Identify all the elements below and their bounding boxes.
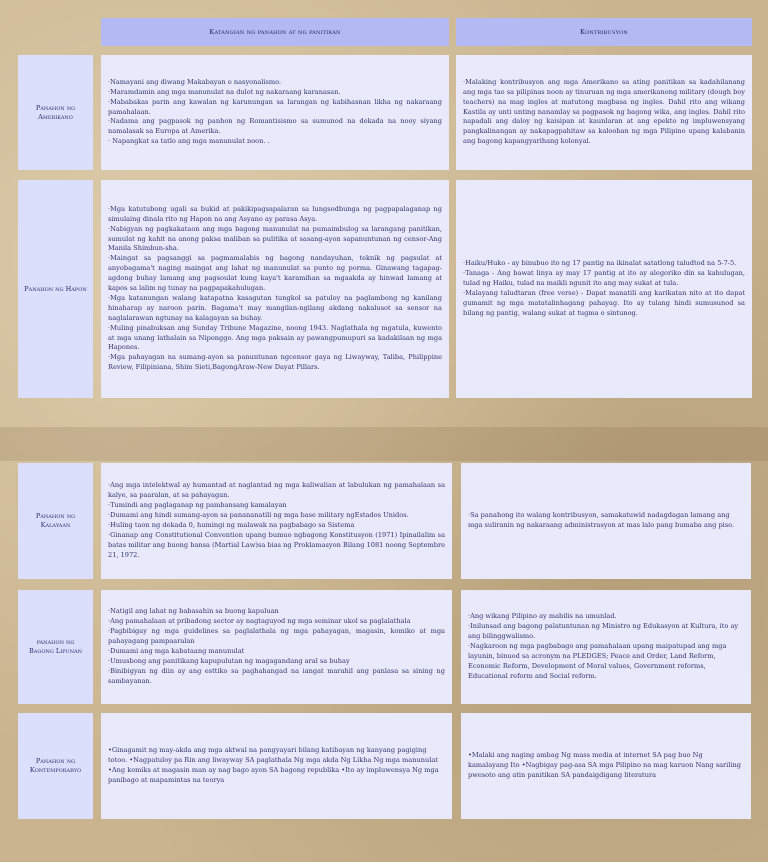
text-line: ·Ang mga intelektwal ay humantad at naglantad ng mga kaliwalian at labulukan ng pamahalaan sa kalye, sa paaralan, at sa pahayagan.: [108, 481, 445, 500]
text-line: ·Binibigyan ng diin ay ang esttiko sa paghahangad na iangat marahil ang panlasa sa sining ng sambayanan.: [108, 666, 445, 685]
kontribusyon-hapon: [456, 180, 752, 398]
text-line: ·Dumami ang mga kabataang manunulat: [108, 647, 245, 655]
text-line: ·Mga pahayagan na sumang-ayon sa panuntunan ngcensor gaya ng Liwayway, Taliba, Philippine Review, Filipiniana, Shim Sieti,BagongAraw-New Dayat Pillars.: [108, 353, 442, 372]
text-line: ·Inilunsad ang bagong palatuntunan ng Ministro ng Edukasyon at Kultura, ito ay ang bilinggwalismo.: [468, 622, 739, 641]
text-line: ·Nabigyan ng pagkakataon ang mga bagong manunulat na pumaimbulog sa larangang panitikan, sumulat ng kahit na anong paksa maliban sa pulitika at sasang-ayon sapanuntunan ng censor-Ang Manila Shimbun-sha.: [108, 224, 442, 253]
header-katangian: Katangian ng panahon at ng panitikan: [101, 18, 449, 46]
kontribusyon-amerikano: [456, 55, 752, 170]
text-line: ·Ang wikang Pilipino ay mabilis na umunlad.: [468, 612, 617, 621]
text-line: ·Natigil ang lahat ng babasahin sa buong kapuluan: [108, 607, 279, 616]
text-line: ·Malaking kontribusyon ang mga Amerikano sa ating panitikan sa kadahilanang ang mga tao sa pilipinas noon ay tinuruan ng mga amerikanong military (dough boy teachers) na mag ingles at matutong magbasa ng ingles. Dahil rito ang wikang Kastila ay unti unting nanamlay sa pagpasok ng bagong wika, ang ingles. Dahil rito napadali ang daloy ng kaisipan at kaunlaran at ang epekto ng impluwensyang pangkalinangan ay nakapagpahitaw sa kalooban ng mga Pilipino upang kalabanin ang bagong kapangyarihang kolonyal.: [463, 77, 745, 146]
kontribusyon-kalayaan: [461, 463, 751, 579]
text-line: · Napangkat sa tatlo ang mga manunulat noon. .: [108, 137, 270, 146]
katangian-bagong-lipunan: [101, 590, 452, 704]
katangian-kalayaan: [101, 463, 452, 579]
text-line: ·Ang pamahalaan at pribadong sector ay nagtaguyod ng mga seminar ukol sa paglalathala: [108, 617, 411, 626]
row-label-hapon: Panahon ng Hapon: [18, 180, 93, 398]
row-label-kalayaan: Panahon ng Kalayaan: [18, 463, 93, 579]
katangian-hapon: [101, 180, 449, 398]
section-divider: [0, 427, 768, 461]
text-line: ·Haiku/Huko - ay binubuo ito ng 17 pantig na ikinalat satatlong taludtod na 5-7-5.: [463, 259, 737, 268]
text-line: ·Sa panahong ito walang kontribusyon, samakatuwid nadagdagan lamang ang mga suliranin ng nakaraang administrasyon at mas lalo pang bumaba ang piso.: [468, 511, 735, 529]
text-line: ·Tumindi ang paglaganap ng pambansang kamalayan: [108, 501, 287, 510]
text-line: ·Maramdamin ang mga manunulat na dulot ng nakaraang karanasan.: [108, 87, 341, 96]
row-label-amerikano: Panahon ng Amerikano: [18, 55, 93, 170]
text-line: ·Nadama ang pagpasok ng panhon ng Romantisismo sa sumunod na dekada na nooy siyang namalasak sa Europa at Amerika.: [108, 117, 442, 136]
katangian-kontemporaryo: [101, 713, 452, 819]
text-line: ·Namayani ang diwang Makabayan o nasyonalismo.: [108, 77, 282, 86]
text-line: ·Nagkaroon ng mga pagbabago ang pamahalaan upang maipatupad ang mga layunin, binuod sa acronym na PLEDGES; Peace and Order, Land Reform, Economic Reform, Development of Moral values, Government reforms, Educational reform and Social reform.: [468, 642, 727, 680]
text-line: ·Mga katutubong ugali sa bukid at pakikipagsapalaran sa lungsodbunga ng pagpapalaganap ng simulaing dinala rito ng Hapon na ang Asyano ay parasa Asya.: [108, 204, 442, 223]
kontribusyon-kontemporaryo: [461, 713, 751, 819]
row-label-kontemporaryo: Panahon ng Kontemporaryo: [18, 713, 93, 819]
row-label-bagong-lipunan: panahon ng Bagong Lipunan: [18, 590, 93, 704]
text-line: ·Tanaga - Ang bawat linya ay may 17 pantig at ito ay alegoriko din sa kahulugan, tulad ng Haiku, tulad na maikli ngunit ito ang may sukat at tula.: [463, 269, 745, 288]
text-line: ·Pagbibigay ng mga guidelines sa paglalathala ng mga pahayagan, magasin, komiko at mga pahayagang pampaaralan: [108, 627, 445, 646]
text-line: ·Maingat sa pagsanggi sa pagmamalabis ng bagong nandayuhan, teknik ng pagsulat at anyobagama't naging maingat ang lahat ng manunulat sa punto ng porma. Ginawang tagapag-agdong buhay lamang ang pagsoulat kung kaya't karamihan sa mgaakda ay hinwad lamang at kapos sa lalim ng tunay na pagpapakahulugan.: [108, 254, 442, 293]
text-line: ·Dumami ang hindi sumang-ayon sa panananatili ng mga base military ngEstados Unidos.: [108, 511, 409, 520]
text-line: ·Umusbong ang panitikang kapupulutan ng magagandang aral sa buhay: [108, 656, 350, 665]
text-line: •Malaki ang naging ambag Ng mass media at internet SA pag buo Ng kamalayang Ito •Nagbigay pag-asa SA mga Pilipino na mag karuon Nang sariling pwesoto ang atin panitikan SA pandaigdigang literatura: [468, 751, 741, 779]
text-line: •Ginagamit ng may-akda ang mga aktwal na pangyayari bilang katibayan ng kanyang pagiging totoo. •Nagpatuloy pa Rin ang liwayway SA paglathala Ng mga akda Ng Likha Ng mga manunulat •Ang komiks at magasin man ay nag bago ayon SA bagong republika •Ito ay impluwensya Ng mga panibago at mapamintas na teorya: [108, 746, 439, 784]
text-line: ·Mga katanungan walang katapatna kasagutan tungkol sa patuloy na paglambong ng kanilang hinaharap ay naroon parin. Bagama't may mangilan-ngilang akdang nakalusot sa sensor na naglalarawan ngtunay na kalagayan sa buhay.: [108, 293, 442, 322]
text-line: ·Mababakas parin ang kawalan ng karunungan sa larangan ng kabihasnan likha ng nakaraang pamahalaan.: [108, 97, 442, 116]
text-line: ·Muling pinabuksan ang Sunday Tribune Magazine, noong 1943. Naglathala ng mgatula, kuwento at mga unang lathalain sa Niponggo. Ang mga paksain ay pawangpumupuri sa kadakilaan ng mga Hapones.: [108, 323, 442, 352]
katangian-amerikano: [101, 55, 449, 170]
text-line: ·Malayang taludtaran (free verse) - Dapat manatili ang karikatan nito at ito dapat gumamit ng mga matatalinhagang pahayag. Ito ay tulang hindi sumusunod sa bilang ng pantig, walang sukat at tugma o sintunog.: [463, 289, 745, 317]
header-kontribusyon: Kontribusyon: [456, 18, 752, 46]
kontribusyon-bagong-lipunan: [461, 590, 751, 704]
text-line: ·Ginanap ang Constitutional Convention upang bumuo ngbagong Konstitusyon (1971) Ipinailalim sa batas militar ang buong bansa (Martial Law)sa bias ng Proklamasyon Bilang 1081 noong Septembre 21, 1972.: [108, 530, 445, 559]
text-line: ·Huling taon ng dekada 0, humingi ng malawak na pagbabago sa Sistema: [108, 521, 355, 529]
